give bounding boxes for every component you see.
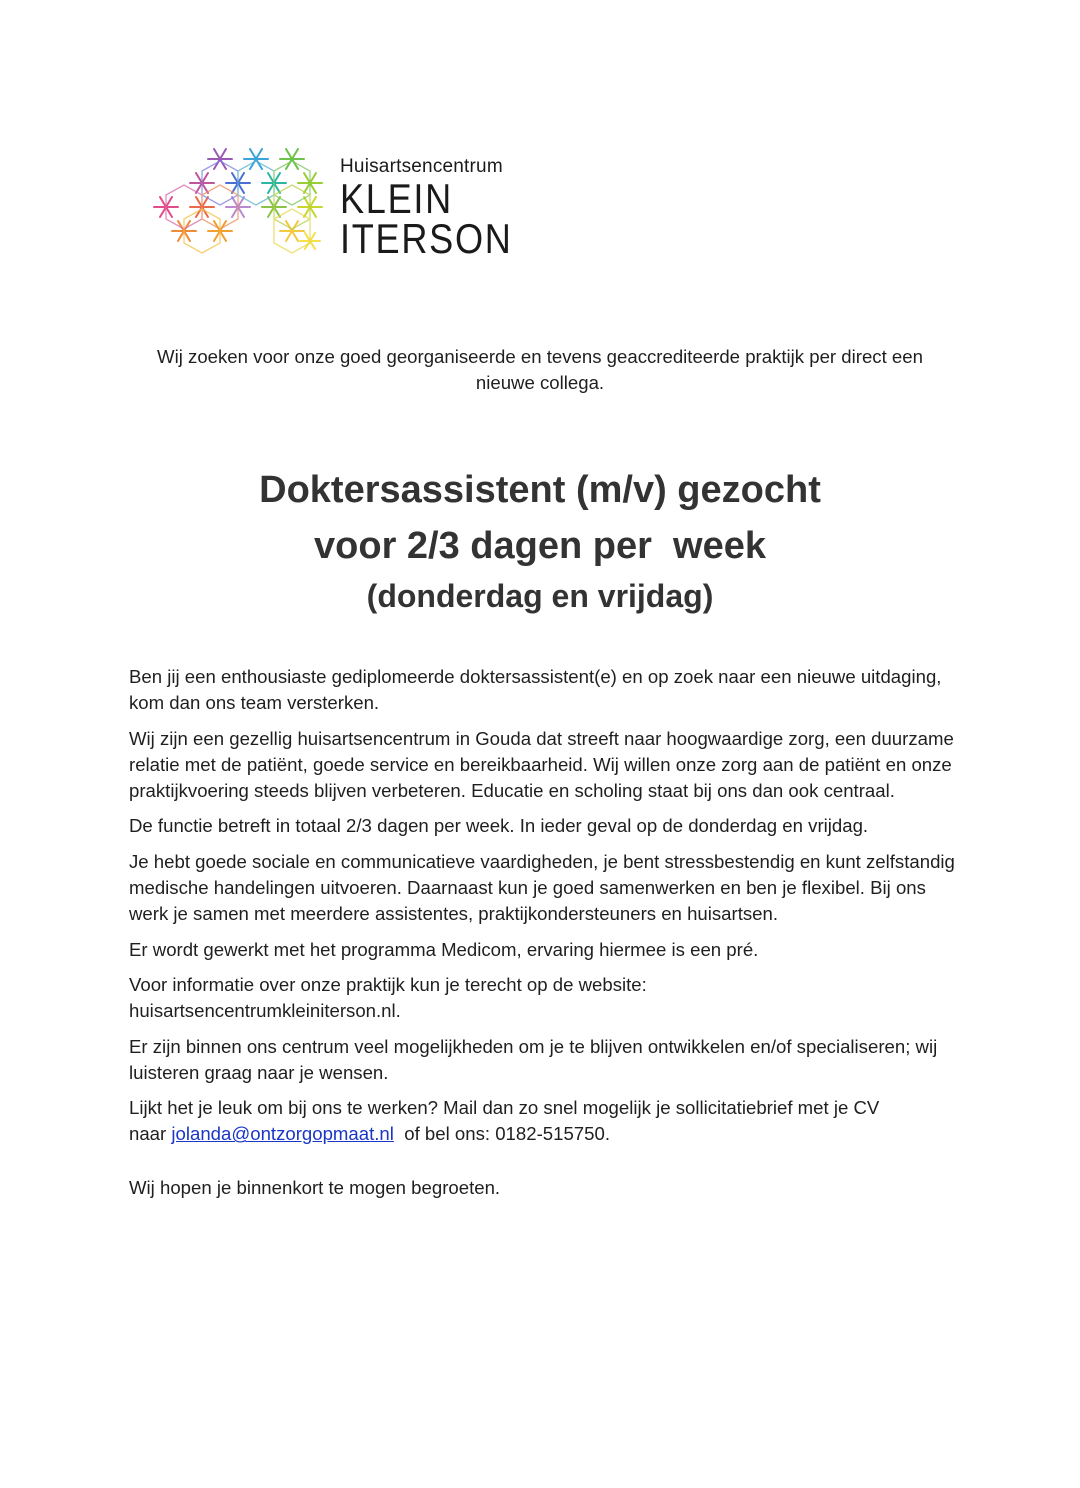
paragraph-skills: Je hebt goede sociale en communicatieve vaardigheden, je bent stressbestendig en kunt zelfstandig medische handelingen uitvoeren. Daarnaast kun je goed samenwerken en ben je flexibel. Bij ons werk je samen met meerdere assistentes, praktijkondersteuners en huisartsen. — [129, 850, 955, 925]
paragraph-apply — [129, 1095, 959, 1148]
logo-subtitle: Huisartsencentrum — [340, 156, 503, 177]
logo — [146, 145, 526, 262]
logo-name-line2: ITERSON — [340, 215, 513, 262]
job-heading — [90, 462, 990, 618]
paragraph-software: Er wordt gewerkt met het programma Medicom, ervaring hiermee is een pré. — [129, 938, 759, 960]
paragraph-website — [129, 972, 959, 1025]
logo-name-line1: KLEIN — [340, 175, 453, 222]
heading-line-2: voor 2/3 dagen per week — [314, 525, 766, 567]
website-url: huisartsencentrumkleiniterson.nl. — [129, 1000, 401, 1022]
job-description — [129, 664, 959, 1210]
intro-line-1: Wij zoeken voor onze goed georganiseerde en tevens geaccrediteerde praktijk per direct een — [157, 346, 923, 367]
apply-phone: of bel ons: 0182-515750. — [393, 1123, 610, 1145]
paragraph-about: Wij zijn een gezellig huisartsencentrum in Gouda dat streeft naar hoogwaardige zorg, een duurzame relatie met de patiënt, goede service en bereikbaarheid. Wij willen onze zorg aan de patiënt en onze praktijkvoering steeds blijven verbeteren. Educatie en scholing staat bij ons dan ook centraal. — [129, 727, 954, 802]
apply-prefix: naar — [129, 1123, 172, 1145]
intro-text — [110, 344, 970, 396]
paragraph-hours: De functie betreft in totaal 2/3 dagen per week. In ieder geval op de donderdag en vrijdag. — [129, 815, 869, 837]
paragraph-development: Er zijn binnen ons centrum veel mogelijkheden om je te blijven ontwikkelen en/of specialiseren; wij luisteren graag naar je wensen. — [129, 1035, 938, 1083]
logo-text — [340, 155, 541, 262]
paragraph-intro: Ben jij een enthousiaste gediplomeerde doktersassistent(e) en op zoek naar een nieuwe uitdaging, kom dan ons team versterken. — [129, 666, 942, 714]
apply-text: Lijkt het je leuk om bij ons te werken? Mail dan zo snel mogelijk je sollicitatiebrief met je CV — [129, 1097, 880, 1119]
email-link[interactable]: jolanda@ontzorgopmaat.nl — [171, 1123, 394, 1145]
heading-line-3: (donderdag en vrijdag) — [366, 578, 714, 614]
hexagon-star-pattern-icon — [146, 145, 336, 257]
website-label: Voor informatie over onze praktijk kun je terecht op de website: — [129, 973, 647, 995]
intro-line-2: nieuwe collega. — [475, 372, 605, 393]
heading-line-1: Doktersassistent (m/v) gezocht — [259, 469, 821, 511]
closing-text: Wij hopen je binnenkort te mogen begroeten. — [129, 1176, 501, 1198]
